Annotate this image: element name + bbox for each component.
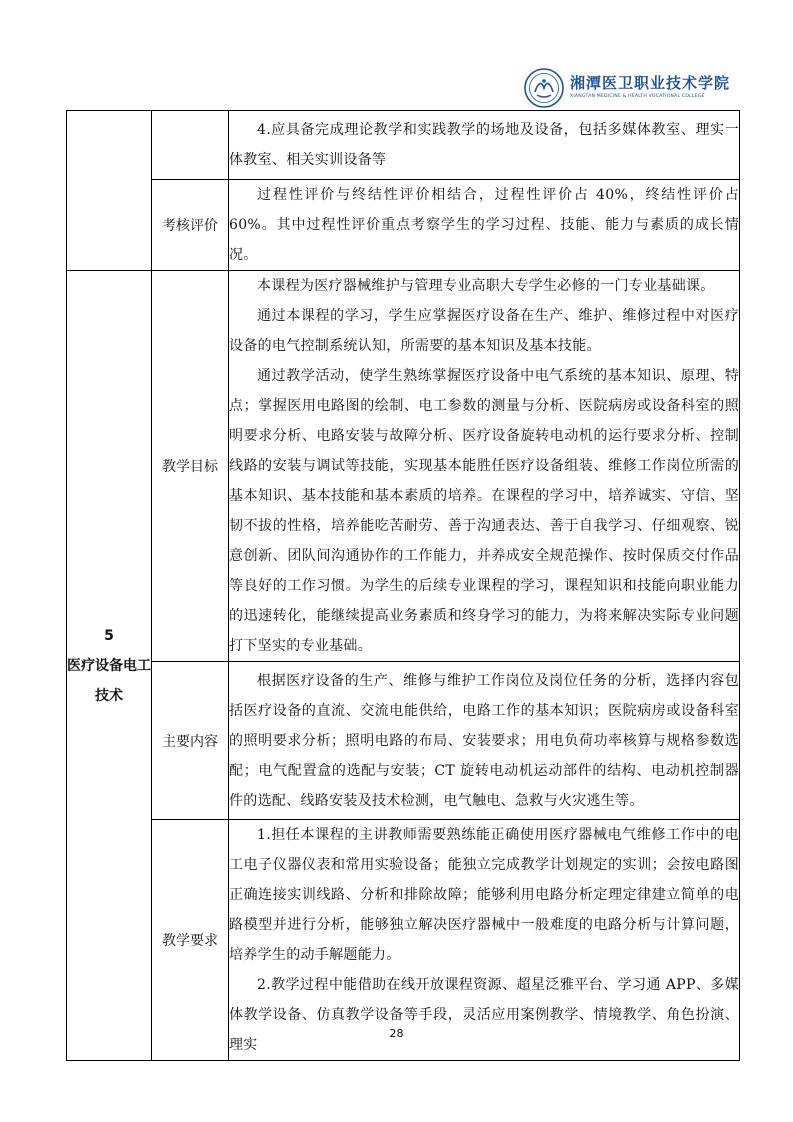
req-paragraph: 2.教学过程中能借助在线开放课程资源、超星泛雅平台、学习通 APP、多媒体教学设备、仿真教学设备等手段，灵活应用案例教学、情境教学、角色扮演、理实: [229, 977, 739, 1053]
goal-paragraph: 通过教学活动，使学生熟练掌握医疗设备中电气系统的基本知识、原理、特点；掌握医用电路图的绘制、电工参数的测量与分析、医院病房或设备科室的照明要求分析、电路安装与故障分析、医疗设备旋转电动机的运行要求分析、控制线路的安装与调试等技能，实现基本能胜任医疗设备组装、维修工作岗位所需的基本知识、基本技能和基本素质的培养。在课程的学习中，培养诚实、守信、坚韧不拔的性格，培养能吃苦耐劳、善于沟通表达、善于自我学习、仔细观察、锐意创新、团队间沟通协作的工作能力，并养成安全规范操作、按时保质交付作品等良好的工作习惯。为学生的后续专业课程的学习，课程知识和技能向职业能力的迅速转化，能继续提高业务素质和终身学习的能力，为将来解决实际专业问题打下坚实的专业基础。: [229, 368, 739, 654]
assess-label: 考核评价: [152, 180, 229, 271]
requirement-cell: [229, 111, 740, 180]
page-number: 28: [389, 1027, 404, 1040]
table-row: [67, 662, 740, 820]
empty-label-cell: [152, 111, 229, 180]
curriculum-table: [66, 110, 740, 1061]
assess-text: 过程性评价与终结性评价相结合，过程性评价占 40%，终结性评价占 60%。其中过程性评价重点考察学生的学习过程、技能、能力与素质的成长情况。: [229, 187, 739, 263]
req-paragraph: 1.担任本课程的主讲教师需要熟练能正确使用医疗器械电气维修工作中的电工电子仪器仪表和常用实验设备；能独立完成教学计划规定的实训；会按电路图正确连接实训线路、分析和排除故障；能够利用电路分析定理定律建立简单的电路模型并进行分析，能够独立解决医疗器械中一般难度的电路分析与计算问题，培养学生的动手解题能力。: [229, 827, 739, 963]
college-logo: [524, 68, 744, 108]
course-cell: [67, 271, 152, 1061]
requirement-4-text: 4.应具备完成理论教学和实践教学的场地及设备，包括多媒体教室、理实一体教室、相关实训设备等: [229, 122, 739, 168]
content-label: 主要内容: [152, 662, 229, 820]
goal-cell: [229, 271, 740, 662]
goal-label: 教学目标: [152, 271, 229, 662]
req-cell: [229, 820, 740, 1061]
req-label: 教学要求: [152, 820, 229, 1061]
course-cell-prev: [67, 111, 152, 271]
goal-paragraph: 本课程为医疗器械维护与管理专业高职大专学生必修的一门专业基础课。: [257, 278, 715, 294]
goal-paragraph: 通过本课程的学习，学生应掌握医疗设备在生产、维护、维修过程中对医疗设备的电气控制系统认知，所需要的基本知识及基本技能。: [229, 308, 739, 354]
table-row: [67, 820, 740, 1061]
table-row: [67, 111, 740, 180]
course-name: 医疗设备电工技术: [67, 657, 151, 704]
content-text: 根据医疗设备的生产、维修与维护工作岗位及岗位任务的分析，选择内容包括医疗设备的直流、交流电能供给，电路工作的基本知识；医院病房或设备科室的照明要求分析；照明电路的布局、安装要求；用电负荷功率核算与规格参数选配；电气配置盒的选配与安装；CT 旋转电动机运动部件的结构、电动机控制器件的选配、线路安装及技术检测，电气触电、急救与火灾逃生等。: [229, 672, 739, 809]
college-seal-icon: [524, 68, 564, 108]
logo-english-name: XIANGTAN MEDICINE & HEALTH VOCATIONAL COLLEGE: [570, 94, 705, 100]
table-row: [67, 271, 740, 662]
content-cell: [229, 662, 740, 820]
logo-chinese-name: 湘潭医卫职业技术学院: [570, 74, 731, 93]
table-row: [67, 180, 740, 271]
course-number: 5: [104, 627, 114, 644]
assess-cell: [229, 180, 740, 271]
